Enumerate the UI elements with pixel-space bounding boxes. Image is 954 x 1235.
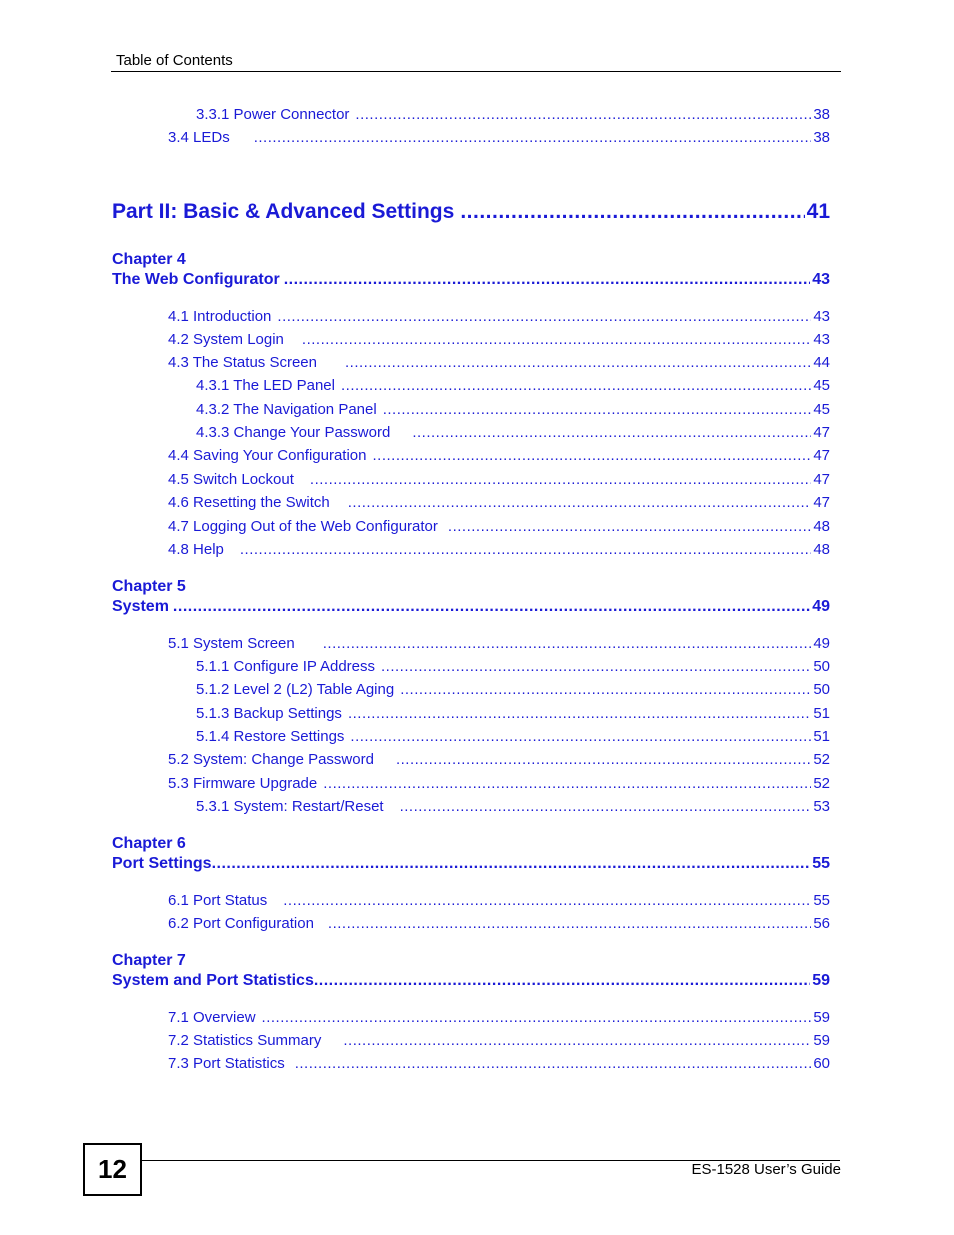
dot-leader <box>254 129 812 146</box>
toc-entry[interactable] <box>168 892 830 912</box>
toc-entry[interactable] <box>168 1009 830 1029</box>
toc-entry-title: 5.1.3 Backup Settings <box>196 705 342 722</box>
toc-entry-page: 38 <box>813 106 830 123</box>
dot-leader <box>302 331 811 348</box>
toc-entry-page: 47 <box>813 447 830 464</box>
toc-entry-title: 4.2 System Login <box>168 331 284 348</box>
toc-entry[interactable] <box>168 471 830 491</box>
dot-leader <box>372 447 811 464</box>
chapter-title-line[interactable] <box>112 598 830 620</box>
toc-entry-page: 49 <box>813 635 830 652</box>
toc-entry[interactable] <box>168 354 830 374</box>
dot-leader <box>310 471 811 488</box>
toc-entry[interactable] <box>196 106 830 126</box>
toc-entry[interactable] <box>168 331 830 351</box>
dot-leader <box>448 518 811 535</box>
toc-entry-page: 59 <box>813 1032 830 1049</box>
toc-entry[interactable] <box>168 635 830 655</box>
toc-entry-page: 48 <box>813 518 830 535</box>
toc-entry-title: 5.2 System: Change Password <box>168 751 374 768</box>
toc-entry-page: 59 <box>813 1009 830 1026</box>
toc-entry[interactable] <box>168 308 830 328</box>
toc-entry[interactable] <box>196 377 830 397</box>
toc-entry[interactable] <box>196 705 830 725</box>
page-header-text: Table of Contents <box>116 52 233 69</box>
chapter-label: Chapter 7 <box>112 952 186 969</box>
toc-entry[interactable] <box>196 401 830 421</box>
toc-entry-page: 51 <box>813 728 830 745</box>
dot-leader <box>341 377 811 394</box>
toc-entry-title: 4.3.2 The Navigation Panel <box>196 401 377 418</box>
toc-entry-title: 5.1.2 Level 2 (L2) Table Aging <box>196 681 395 698</box>
toc-entry[interactable] <box>168 541 830 561</box>
dot-leader <box>295 1055 812 1072</box>
toc-entry-page: 52 <box>813 751 830 768</box>
toc-entry[interactable] <box>168 915 830 935</box>
toc-entry[interactable] <box>196 681 830 701</box>
toc-entry-page: 56 <box>813 915 830 932</box>
chapter-title-line[interactable] <box>112 972 830 994</box>
chapter-title-line[interactable] <box>112 855 830 877</box>
chapter-page: 55 <box>812 855 830 872</box>
dot-leader <box>400 798 812 815</box>
toc-entry-page: 53 <box>813 798 830 815</box>
chapter-title-line[interactable] <box>112 271 830 293</box>
dot-leader <box>212 855 811 873</box>
dot-leader <box>323 635 812 652</box>
dot-leader <box>412 424 811 441</box>
chapter-label: Chapter 5 <box>112 578 186 595</box>
dot-leader <box>240 541 811 558</box>
toc-entry-page: 50 <box>813 658 830 675</box>
chapter-page: 43 <box>812 271 830 288</box>
dot-leader <box>284 271 811 289</box>
toc-entry-page: 47 <box>813 424 830 441</box>
toc-entry-title: 4.3 The Status Screen <box>168 354 317 371</box>
part-title: Part II: Basic & Advanced Settings <box>112 200 455 223</box>
chapter-title: System <box>112 598 169 615</box>
toc-entry-title: 4.8 Help <box>168 541 224 558</box>
toc-entry-title: 7.2 Statistics Summary <box>168 1032 322 1049</box>
toc-entry-page: 48 <box>813 541 830 558</box>
toc-entry-title: 4.5 Switch Lockout <box>168 471 294 488</box>
part-page: 41 <box>806 200 830 223</box>
chapter-label: Chapter 6 <box>112 835 186 852</box>
toc-entry-page: 50 <box>813 681 830 698</box>
chapter-label: Chapter 4 <box>112 251 186 268</box>
chapter-title: The Web Configurator <box>112 271 280 288</box>
page-number: 12 <box>98 1154 127 1184</box>
dot-leader <box>355 106 811 123</box>
part-heading[interactable] <box>112 200 830 228</box>
toc-entry-page: 45 <box>813 377 830 394</box>
toc-entry[interactable] <box>196 798 830 818</box>
toc-entry-page: 52 <box>813 775 830 792</box>
toc-entry-title: 4.1 Introduction <box>168 308 272 325</box>
dot-leader <box>323 775 811 792</box>
toc-entry-page: 55 <box>813 892 830 909</box>
toc-entry[interactable] <box>168 1055 830 1075</box>
toc-entry-title: 4.4 Saving Your Configuration <box>168 447 367 464</box>
dot-leader <box>262 1009 812 1026</box>
chapter-page: 49 <box>812 598 830 615</box>
dot-leader <box>343 1032 811 1049</box>
toc-entry-page: 43 <box>813 331 830 348</box>
toc-entry-title: 5.3.1 System: Restart/Reset <box>196 798 384 815</box>
dot-leader <box>396 751 811 768</box>
dot-leader <box>383 401 812 418</box>
toc-entry[interactable] <box>168 447 830 467</box>
toc-entry[interactable] <box>168 494 830 514</box>
toc-entry-title: 6.1 Port Status <box>168 892 268 909</box>
chapter-title: System and Port Statistics <box>112 972 314 989</box>
dot-leader <box>283 892 811 909</box>
dot-leader <box>381 658 811 675</box>
toc-entry[interactable] <box>168 129 830 149</box>
toc-entry-title: 3.3.1 Power Connector <box>196 106 350 123</box>
dot-leader <box>350 728 811 745</box>
dot-leader <box>348 705 811 722</box>
toc-entry-title: 4.7 Logging Out of the Web Configurator <box>168 518 438 535</box>
toc-entry-title: 5.1 System Screen <box>168 635 295 652</box>
toc-entry-title: 3.4 LEDs <box>168 129 230 146</box>
toc-entry[interactable] <box>196 424 830 444</box>
toc-entry[interactable] <box>196 658 830 678</box>
guide-title: ES-1528 User’s Guide <box>691 1161 841 1178</box>
toc-entry[interactable] <box>196 728 830 748</box>
toc-entry-page: 51 <box>813 705 830 722</box>
toc-entry-title: 5.3 Firmware Upgrade <box>168 775 318 792</box>
toc-entry-page: 38 <box>813 129 830 146</box>
toc-entry-page: 60 <box>813 1055 830 1072</box>
dot-leader <box>400 681 811 698</box>
toc-entry-page: 43 <box>813 308 830 325</box>
toc-entry-title: 4.3.1 The LED Panel <box>196 377 335 394</box>
toc-entry-title: 5.1.1 Configure IP Address <box>196 658 376 675</box>
chapter-title: Port Settings <box>112 855 212 872</box>
toc-entry[interactable] <box>168 751 830 771</box>
toc-entry-page: 47 <box>813 494 830 511</box>
toc-entry[interactable] <box>168 518 830 538</box>
dot-leader <box>277 308 811 325</box>
dot-leader <box>173 598 810 616</box>
toc-entry-title: 5.1.4 Restore Settings <box>196 728 345 745</box>
toc-entry-title: 4.3.3 Change Your Password <box>196 424 391 441</box>
toc-entry-title: 7.3 Port Statistics <box>168 1055 285 1072</box>
header-rule <box>111 71 841 72</box>
dot-leader <box>348 494 812 511</box>
toc-entry[interactable] <box>168 775 830 795</box>
dot-leader <box>328 915 811 932</box>
toc-entry-page: 45 <box>813 401 830 418</box>
toc-entry-title: 7.1 Overview <box>168 1009 256 1026</box>
toc-entry[interactable] <box>168 1032 830 1052</box>
toc-entry-page: 47 <box>813 471 830 488</box>
page-number-box <box>83 1143 142 1196</box>
toc-entry-page: 44 <box>813 354 830 371</box>
toc-entry-title: 6.2 Port Configuration <box>168 915 314 932</box>
dot-leader <box>314 972 810 990</box>
chapter-page: 59 <box>812 972 830 989</box>
toc-entry-title: 4.6 Resetting the Switch <box>168 494 330 511</box>
dot-leader <box>460 200 804 224</box>
dot-leader <box>345 354 811 371</box>
